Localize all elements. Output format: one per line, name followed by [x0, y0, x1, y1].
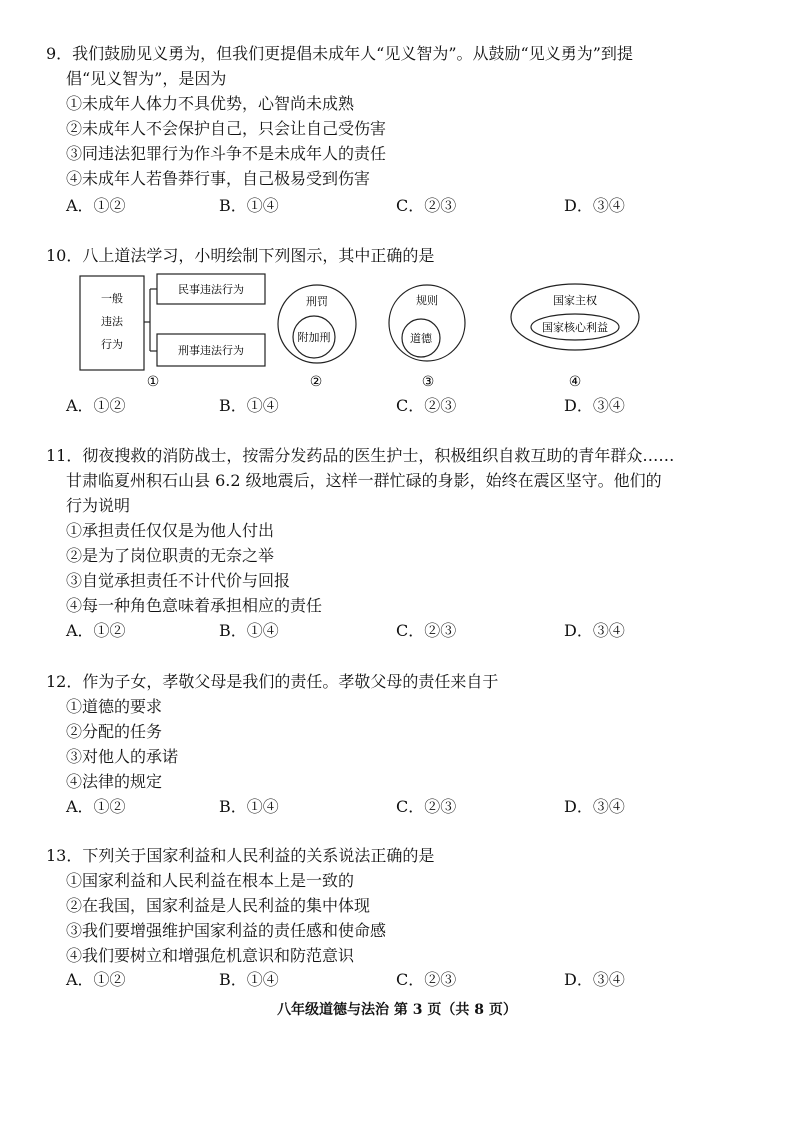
- option-b: B．①④: [219, 196, 279, 215]
- statement: ④每一种角色意味着承担相应的责任: [66, 596, 323, 615]
- question-stem: 行为说明: [66, 496, 131, 515]
- diagram-1-left-label: 行为: [101, 338, 123, 351]
- diagram-4: [511, 284, 639, 390]
- option-b: B．①④: [219, 797, 279, 816]
- diagram-1-left-label: 违法: [101, 315, 123, 328]
- diagram-1-left-label: 一般: [101, 292, 123, 305]
- statement: ①道德的要求: [66, 697, 163, 716]
- diagram-area: [0, 266, 794, 392]
- option-a: A．①②: [66, 396, 126, 415]
- option-b: B．①④: [219, 396, 279, 415]
- diagram-1: [80, 274, 265, 390]
- question-stem: 10．八上道法学习，小明绘制下列图示，其中正确的是: [46, 246, 435, 265]
- statement: ③我们要增强维护国家利益的责任感和使命感: [66, 921, 387, 940]
- option-a: A．①②: [66, 970, 126, 989]
- question-stem: 11．彻夜搜救的消防战士，按需分发药品的医生护士，积极组织自救互助的青年群众……: [46, 446, 675, 465]
- question-stem: 12．作为子女，孝敬父母是我们的责任。孝敬父母的责任来自于: [46, 672, 499, 691]
- statement: ②在我国，国家利益是人民利益的集中体现: [66, 896, 371, 915]
- statement: ④未成年人若鲁莽行事，自己极易受到伤害: [66, 169, 371, 188]
- option-d: D．③④: [564, 396, 625, 415]
- option-c: C．②③: [396, 396, 457, 415]
- option-d: D．③④: [564, 970, 625, 989]
- option-b: B．①④: [219, 621, 279, 640]
- diagram-4-number: ④: [568, 374, 582, 390]
- options-row: [66, 196, 726, 216]
- statement: ①国家利益和人民利益在根本上是一致的: [66, 871, 355, 890]
- diagram-3-number: ③: [421, 374, 435, 390]
- options-row: [66, 970, 726, 990]
- diagram-4-inner-label: 国家核心利益: [542, 321, 608, 334]
- statement: ③自觉承担责任不计代价与回报: [66, 571, 291, 590]
- statement: ②未成年人不会保护自己，只会让自己受伤害: [66, 119, 387, 138]
- question-stem: 9．我们鼓励见义勇为，但我们更提倡未成年人“见义智为”。从鼓励“见义勇为”到提: [46, 44, 633, 63]
- question-stem: 甘肃临夏州积石山县 6.2 级地震后，这样一群忙碌的身影，始终在震区坚守。他们的: [66, 471, 662, 490]
- diagram-3-outer-label: 规则: [416, 294, 438, 307]
- statement: ④法律的规定: [66, 772, 163, 791]
- option-d: D．③④: [564, 196, 625, 215]
- question-stem: 倡“见义智为”，是因为: [66, 69, 227, 88]
- diagram-3-inner-label: 道德: [410, 332, 432, 345]
- diagram-4-outer-label: 国家主权: [553, 294, 597, 307]
- diagram-3: [389, 285, 465, 390]
- diagram-1-bottom-label: 刑事违法行为: [178, 344, 244, 357]
- diagram-2-inner-label: 附加刑: [297, 331, 331, 344]
- diagram-1-top-label: 民事违法行为: [178, 283, 244, 296]
- statement: ③对他人的承诺: [66, 747, 179, 766]
- option-c: C．②③: [396, 621, 457, 640]
- options-row: [66, 797, 726, 817]
- option-c: C．②③: [396, 970, 457, 989]
- diagram-2-number: ②: [309, 374, 323, 390]
- option-a: A．①②: [66, 621, 126, 640]
- option-d: D．③④: [564, 621, 625, 640]
- diagram-1-number: ①: [146, 374, 160, 390]
- option-d: D．③④: [564, 797, 625, 816]
- statement: ④我们要树立和增强危机意识和防范意识: [66, 946, 355, 965]
- statement: ①未成年人体力不具优势，心智尚未成熟: [66, 94, 355, 113]
- option-a: A．①②: [66, 797, 126, 816]
- question-stem: 13．下列关于国家利益和人民利益的关系说法正确的是: [46, 846, 435, 865]
- options-row: [66, 621, 726, 641]
- options-row: [66, 396, 726, 416]
- statement: ③同违法犯罪行为作斗争不是未成年人的责任: [66, 144, 387, 163]
- statement: ②是为了岗位职责的无奈之举: [66, 546, 275, 565]
- statement: ②分配的任务: [66, 722, 163, 741]
- statement: ①承担责任仅仅是为他人付出: [66, 521, 275, 540]
- option-c: C．②③: [396, 196, 457, 215]
- diagram-2-outer-label: 刑罚: [306, 295, 328, 308]
- page-footer: 八年级道德与法治 第 3 页（共 8 页）: [277, 1002, 517, 1018]
- option-c: C．②③: [396, 797, 457, 816]
- option-a: A．①②: [66, 196, 126, 215]
- diagram-2: [278, 285, 356, 390]
- option-b: B．①④: [219, 970, 279, 989]
